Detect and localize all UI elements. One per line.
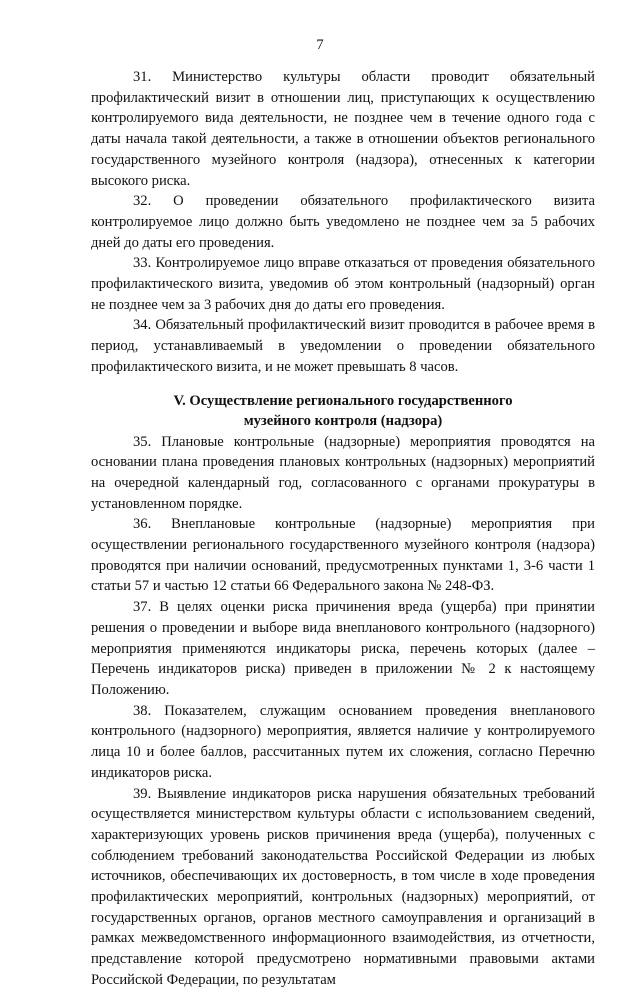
paragraph-38: 38. Показателем, служащим основанием проведения внепланового контрольного (надзорного) мероприятия, является наличие у контролируемого лица 10 и более баллов, рассчитанных путем их сложения, согласно Перечню индикаторов риска. <box>91 702 595 781</box>
paragraph-39: 39. Выявление индикаторов риска нарушения обязательных требований осуществляется министерством культуры области с использованием сведений, характеризующих уровень рисков причинения вреда (ущерба), полученных с соблюдением требований законодательства Российской Федерации из любых источников, обеспечивающих их достоверность, в том числе в ходе проведения профилактических мероприятий, контрольных (надзорных) мероприятий, от государственных органов, органов местного самоуправления и организаций в рамках межведомственного информационного взаимодействия, из отчетности, представление которой предусмотрено нормативными правовыми актами Российской Федерации, по результатам <box>91 785 595 988</box>
section-heading-line-1: V. Осуществление регионального государственного <box>173 392 513 409</box>
document-body <box>91 67 595 991</box>
section-heading-line-2: музейного контроля (надзора) <box>243 412 443 429</box>
paragraph-36: 36. Внеплановые контрольные (надзорные) мероприятия при осуществлении регионального государственного музейного контроля (надзора) проводятся при наличии оснований, предусмотренных пунктами 1, 3-6 части 1 статьи 57 и частью 12 статьи 66 Федерального закона № 248-ФЗ. <box>91 516 595 595</box>
paragraph-32: 32. О проведении обязательного профилактического визита контролируемое лицо должно быть уведомлено не позднее чем за 5 рабочих дней до даты его проведения. <box>91 193 595 251</box>
paragraph-31: 31. Министерство культуры области проводит обязательный профилактический визит в отношении лиц, приступающих к осуществлению контролируемого вида деятельности, не позднее чем в течение одного года с даты начала такой деятельности, а также в отношении объектов регионального государственного музейного контроля (надзора), отнесенных к категории высокого риска. <box>91 69 595 189</box>
paragraph-33: 33. Контролируемое лицо вправе отказаться от проведения обязательного профилактического визита, уведомив об этом контрольный (надзорный) орган не позднее чем за 3 рабочих дня до даты его проведения. <box>91 255 595 313</box>
paragraph-37: 37. В целях оценки риска причинения вреда (ущерба) при принятии решения о проведении и выборе вида внепланового контрольного (надзорного) мероприятия применяются индикаторы риска, перечень которых (далее – Перечень индикаторов риска) приведен в приложении № 2 к настоящему Положению. <box>91 599 595 698</box>
paragraph-35: 35. Плановые контрольные (надзорные) мероприятия проводятся на основании плана проведения плановых контрольных (надзорных) мероприятий на очередной календарный год, согласованного с органами прокуратуры в установленном порядке. <box>91 433 595 512</box>
section-heading <box>91 391 595 431</box>
paragraph-34: 34. Обязательный профилактический визит проводится в рабочее время в период, устанавливаемый в уведомлении о проведении обязательного профилактического визита, и не может превышать 8 часов. <box>91 317 595 375</box>
page-number: 7 <box>316 37 324 53</box>
